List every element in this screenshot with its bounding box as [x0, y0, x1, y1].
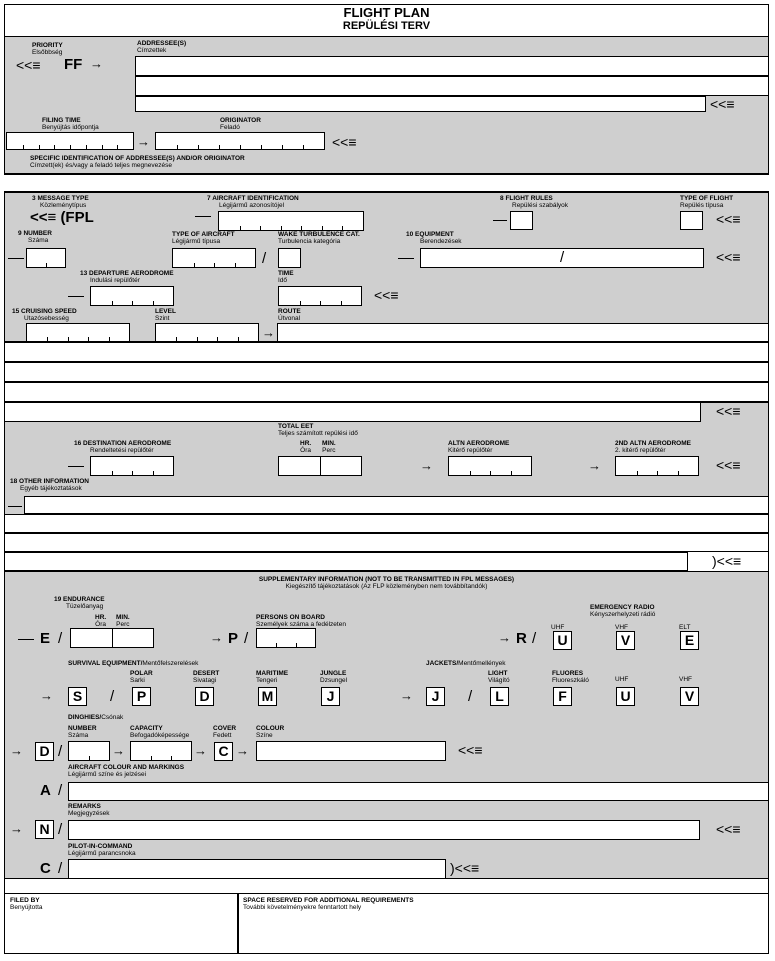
- cell-tick: [88, 337, 89, 341]
- remarks-end-marker: <<≡: [716, 821, 741, 837]
- filing-time-field[interactable]: [6, 132, 134, 150]
- route-field-2[interactable]: [4, 342, 769, 362]
- radio-elt-label: ELT: [679, 624, 691, 631]
- dinghy-number-label: NUMBER Száma: [68, 725, 97, 739]
- cell-tick: [320, 301, 321, 305]
- cell-tick: [198, 145, 199, 149]
- dinghies-end-marker: <<≡: [458, 742, 483, 758]
- aircraft-colour-slash: /: [58, 782, 63, 799]
- cell-tick: [678, 471, 679, 475]
- jackets-label: JACKETS/Mentőmellények: [426, 660, 506, 667]
- cell-tick: [214, 263, 215, 267]
- total-eet-field[interactable]: [278, 456, 362, 476]
- space-reserved-label: SPACE RESERVED FOR ADDITIONAL REQUIREMENTS További követelményekre fenntartott hely: [243, 897, 414, 911]
- pob-slash: /: [244, 630, 249, 647]
- total-eet-label: TOTAL EET Teljes számított repülési idő: [278, 423, 358, 437]
- jackets-j-box[interactable]: J: [426, 687, 445, 706]
- cell-tick: [89, 756, 90, 760]
- type-of-aircraft-label: TYPE OF AIRCRAFT Légijármű típusa: [172, 231, 235, 245]
- cell-tick: [54, 145, 55, 149]
- originator-end-marker: <<≡: [332, 134, 357, 150]
- cell-tick: [39, 145, 40, 149]
- item8-dash: [493, 220, 507, 221]
- cell-tick: [102, 145, 103, 149]
- cell-tick: [112, 301, 113, 305]
- destination-aerodrome-field[interactable]: [90, 456, 174, 476]
- level-field[interactable]: [155, 323, 259, 342]
- cell-tick: [238, 337, 239, 341]
- pob-letter: P: [228, 630, 239, 647]
- radio-uhf-box[interactable]: U: [553, 631, 572, 650]
- cell-tick: [657, 471, 658, 475]
- dinghies-slash: /: [58, 743, 63, 760]
- route-end-marker: <<≡: [716, 403, 741, 419]
- altn2-arrow-icon: →: [588, 458, 601, 473]
- item8-label: 8 FLIGHT RULES Repülési szabályok: [500, 195, 569, 209]
- endurance-min-label: MIN. Perc: [116, 614, 130, 628]
- cell-tick: [296, 643, 297, 647]
- dinghy-number-field[interactable]: [68, 741, 110, 761]
- endurance-hr-label: HR. Óra: [95, 614, 107, 628]
- pob-arrow-icon: →: [210, 630, 223, 645]
- item13-end-marker: <<≡: [374, 287, 399, 303]
- aircraft-colour-label: AIRCRAFT COLOUR AND MARKINGS Légijármű színe és jelzései: [68, 764, 185, 778]
- cell-tick: [70, 145, 71, 149]
- cell-tick: [637, 471, 638, 475]
- survival-maritime-box[interactable]: M: [258, 687, 277, 706]
- type-of-aircraft-field[interactable]: [172, 248, 256, 268]
- survival-label: SURVIVAL EQUIPMENT/Mentőfelszerelések: [68, 660, 199, 667]
- survival-jungle-box[interactable]: J: [321, 687, 340, 706]
- maritime-label: MARITIME Tengeri: [256, 670, 289, 684]
- equipment-slash: /: [560, 249, 565, 266]
- pic-close-marker: )<<≡: [450, 860, 480, 876]
- survival-slash: /: [110, 688, 115, 705]
- cell-tick: [117, 145, 118, 149]
- supplementary-label: SUPPLEMENTARY INFORMATION (NOT TO BE TRANSMITTED IN FPL MESSAGES) Kiegészítő tájékoztatások (Az FLP közleményben nem továbbítandók): [258, 576, 515, 590]
- cell-tick: [47, 337, 48, 341]
- cell-tick: [240, 226, 241, 230]
- other-info-field-4[interactable]: [4, 552, 688, 571]
- pic-letter: C: [40, 860, 51, 877]
- form-subtitle: REPÜLÉSI TERV: [342, 20, 431, 32]
- aircraft-colour-letter: A: [40, 782, 51, 799]
- item8-end-marker: <<≡: [716, 211, 741, 227]
- cell-tick: [470, 471, 471, 475]
- radio-uhf-label: UHF: [551, 624, 565, 631]
- specific-id-label: SPECIFIC IDENTIFICATION OF ADDRESSEE(S) AND/OR ORIGINATOR Címzett(ek) és/vagy a feladó teljes megnevezése: [30, 155, 245, 169]
- dinghy-capacity-arrow-icon: →: [112, 743, 125, 758]
- cell-tick: [151, 756, 152, 760]
- cell-tick: [197, 337, 198, 341]
- polar-label: POLAR Sarki: [130, 670, 153, 684]
- dinghy-colour-label: COLOUR Színe: [256, 725, 285, 739]
- item15-label: 15 CRUISING SPEED Utazósebesség: [12, 308, 77, 322]
- dinghy-cover-box[interactable]: C: [214, 742, 233, 761]
- aircraft-id-field[interactable]: [218, 211, 364, 231]
- cruising-speed-field[interactable]: [26, 323, 130, 342]
- addressee-label: ADDRESSEE(S) Címzettek: [137, 40, 187, 54]
- cell-tick: [23, 145, 24, 149]
- filed-by-label: FILED BY Benyújtotta: [10, 897, 43, 911]
- item10-label: 10 EQUIPMENT Berendezések: [406, 231, 462, 245]
- remarks-n-box[interactable]: N: [35, 820, 54, 839]
- pic-field[interactable]: [68, 859, 446, 879]
- radio-vhf-label: VHF: [615, 624, 628, 631]
- wake-turbulence-field[interactable]: [278, 248, 301, 268]
- item9-dash: [8, 258, 24, 259]
- specific-id-field[interactable]: [4, 174, 769, 192]
- cell-tick: [219, 145, 220, 149]
- cell-tick: [342, 226, 343, 230]
- jackets-light-box[interactable]: L: [490, 687, 509, 706]
- emergency-radio-label: EMERGENCY RADIO Kényszerhelyzeti rádió: [590, 604, 656, 618]
- endurance-slash: /: [58, 630, 63, 647]
- jackets-slash: /: [468, 688, 473, 705]
- cell-tick: [490, 471, 491, 475]
- radio-arrow-icon: →: [498, 630, 511, 645]
- remarks-label: REMARKS Megjegyzések: [68, 803, 110, 817]
- route-field-3[interactable]: [4, 362, 769, 382]
- radio-elt-box[interactable]: E: [680, 631, 699, 650]
- jackets-fluores-box[interactable]: F: [553, 687, 572, 706]
- item18-dash: [8, 506, 22, 507]
- priority-label: PRIORITY Elsőbbség: [32, 42, 63, 56]
- cell-tick: [276, 643, 277, 647]
- cell-tick: [153, 471, 154, 475]
- item7-dash: [195, 216, 211, 217]
- jacket-uhf-label: UHF: [615, 676, 629, 683]
- altn2-aerodrome-field[interactable]: [615, 456, 699, 476]
- endurance-letter: E: [40, 630, 51, 647]
- cell-tick: [86, 145, 87, 149]
- route-field-5[interactable]: [4, 402, 701, 422]
- remarks-arrow-icon: →: [10, 821, 23, 836]
- survival-desert-box[interactable]: D: [195, 687, 214, 706]
- item19-label: 19 ENDURANCE Tüzelőanyag: [54, 596, 105, 610]
- radio-vhf-box[interactable]: V: [616, 631, 635, 650]
- radio-slash: /: [532, 630, 537, 647]
- pob-label: PERSONS ON BOARD Személyek száma a fedélzeten: [256, 614, 346, 628]
- type-of-flight-field[interactable]: [680, 211, 703, 230]
- cell-tick: [260, 226, 261, 230]
- remarks-field[interactable]: [68, 820, 700, 840]
- remarks-slash: /: [58, 821, 63, 838]
- jacket-vhf-label: VHF: [679, 676, 692, 683]
- item18-label: 18 OTHER INFORMATION Egyéb tájékoztatások: [10, 478, 89, 492]
- addressee-field-2[interactable]: [135, 76, 769, 96]
- other-info-field-2[interactable]: [4, 514, 769, 533]
- cell-tick: [303, 145, 304, 149]
- fluores-label: FLUORES Fluoreszkáló: [552, 670, 589, 684]
- cell-tick: [217, 337, 218, 341]
- route-field-1[interactable]: [277, 323, 769, 342]
- item13-label: 13 DEPARTURE AERODROME Indulási repülőtér: [80, 270, 174, 284]
- item10-end-marker: <<≡: [716, 249, 741, 265]
- jackets-arrow-icon: →: [400, 688, 413, 703]
- pic-slash: /: [58, 860, 63, 877]
- route-field-4[interactable]: [4, 382, 769, 402]
- light-label: LIGHT Világító: [488, 670, 510, 684]
- wake-turbulence-label: WAKE TURBULENCE CAT. Turbulencia kategória: [278, 231, 360, 245]
- form-title: FLIGHT PLAN: [343, 5, 430, 20]
- cell-tick: [282, 145, 283, 149]
- priority-prefix: <<≡: [16, 57, 41, 73]
- altn-arrow-icon: →: [420, 458, 433, 473]
- addressee-field-1[interactable]: [135, 56, 769, 76]
- message-type-value: <<≡ (FPL: [30, 209, 94, 226]
- cell-tick: [235, 263, 236, 267]
- departure-aerodrome-field[interactable]: [90, 286, 174, 306]
- other-info-field-3[interactable]: [4, 533, 769, 552]
- jackets-uhf-box[interactable]: U: [616, 687, 635, 706]
- cell-tick: [68, 337, 69, 341]
- endurance-dash: [18, 639, 34, 640]
- cell-tick: [176, 337, 177, 341]
- flight-rules-field[interactable]: [510, 211, 533, 230]
- altn2-aerodrome-label: 2ND ALTN AERODROME 2. kitérő repülőtér: [615, 440, 691, 454]
- other-info-field-1[interactable]: [24, 496, 769, 514]
- cell-tick: [132, 471, 133, 475]
- cell-tick: [261, 145, 262, 149]
- item9-slash: /: [262, 250, 267, 267]
- cell-tick: [153, 301, 154, 305]
- cell-tick: [112, 629, 113, 647]
- filing-time-label: FILING TIME Benyújtás időpontja: [42, 117, 99, 131]
- cell-tick: [320, 457, 321, 475]
- endurance-field[interactable]: [70, 628, 154, 648]
- originator-field[interactable]: [155, 132, 325, 150]
- addressee-end-marker: <<≡: [710, 96, 735, 112]
- number-field[interactable]: [26, 248, 66, 268]
- cell-tick: [46, 263, 47, 267]
- dinghy-capacity-label: CAPACITY Befogadóképessége: [130, 725, 190, 739]
- radio-letter: R: [516, 630, 527, 647]
- priority-value: FF: [64, 56, 83, 73]
- dinghy-capacity-field[interactable]: [130, 741, 192, 761]
- cell-tick: [300, 301, 301, 305]
- cell-tick: [177, 145, 178, 149]
- cell-tick: [194, 263, 195, 267]
- item7-label: 7 AIRCRAFT IDENTIFICATION Légijármű azonosítójel: [207, 195, 299, 209]
- dinghy-colour-arrow-icon: →: [236, 743, 249, 758]
- item18-close-marker: )<<≡: [712, 553, 742, 569]
- filing-arrow-icon: →: [137, 134, 150, 149]
- route-label: ROUTE Útvonal: [278, 308, 301, 322]
- cell-tick: [511, 471, 512, 475]
- dinghy-cover-arrow-icon: →: [194, 743, 207, 758]
- altn-aerodrome-field[interactable]: [448, 456, 532, 476]
- dinghies-arrow-icon: →: [10, 743, 23, 758]
- dinghy-cover-label: COVER Fedett: [213, 725, 237, 739]
- eet-hr-label: HR. Óra: [300, 440, 312, 454]
- aircraft-colour-field[interactable]: [68, 782, 769, 801]
- item3-label: 3 MESSAGE TYPE Közleménytípus: [32, 195, 89, 209]
- cell-tick: [301, 226, 302, 230]
- desert-label: DESERT Sivatagi: [193, 670, 220, 684]
- dinghies-d-box[interactable]: D: [35, 742, 54, 761]
- survival-arrow-icon: →: [40, 688, 53, 703]
- survival-polar-box[interactable]: P: [132, 687, 151, 706]
- item16-end-marker: <<≡: [716, 457, 741, 473]
- time-label: TIME Idő: [278, 270, 294, 284]
- survival-s-box[interactable]: S: [68, 687, 87, 706]
- item9-label: 9 NUMBER Száma: [18, 230, 52, 244]
- type-of-flight-label: TYPE OF FLIGHT Repülés típusa: [680, 195, 734, 209]
- priority-arrow-icon: →: [90, 56, 103, 71]
- item16-dash: [68, 466, 84, 467]
- cell-tick: [341, 301, 342, 305]
- dinghies-label: DINGHIES/Csónak: [68, 714, 124, 721]
- eet-min-label: MIN. Perc: [322, 440, 336, 454]
- cell-tick: [132, 301, 133, 305]
- dinghy-colour-field[interactable]: [256, 741, 446, 761]
- addressee-field-3[interactable]: [135, 96, 706, 112]
- item13-dash: [68, 296, 84, 297]
- cell-tick: [112, 471, 113, 475]
- level-label: LEVEL Szint: [155, 308, 176, 322]
- altn-aerodrome-label: ALTN AERODROME Kitérő repülőtér: [448, 440, 510, 454]
- item16-label: 16 DESTINATION AERODROME Rendeltetési repülőtér: [74, 440, 172, 454]
- cell-tick: [322, 226, 323, 230]
- jackets-vhf-box[interactable]: V: [680, 687, 699, 706]
- cell-tick: [281, 226, 282, 230]
- cell-tick: [171, 756, 172, 760]
- originator-label: ORIGINATOR Feladó: [220, 117, 261, 131]
- jungle-label: JUNGLE Dzsungel: [320, 670, 348, 684]
- route-arrow-icon: →: [262, 325, 275, 340]
- item10-dash: [398, 258, 414, 259]
- cell-tick: [109, 337, 110, 341]
- time-field[interactable]: [278, 286, 362, 306]
- pob-field[interactable]: [256, 628, 316, 648]
- pic-label: PILOT-IN-COMMAND Légijármű parancsnoka: [68, 843, 136, 857]
- cell-tick: [240, 145, 241, 149]
